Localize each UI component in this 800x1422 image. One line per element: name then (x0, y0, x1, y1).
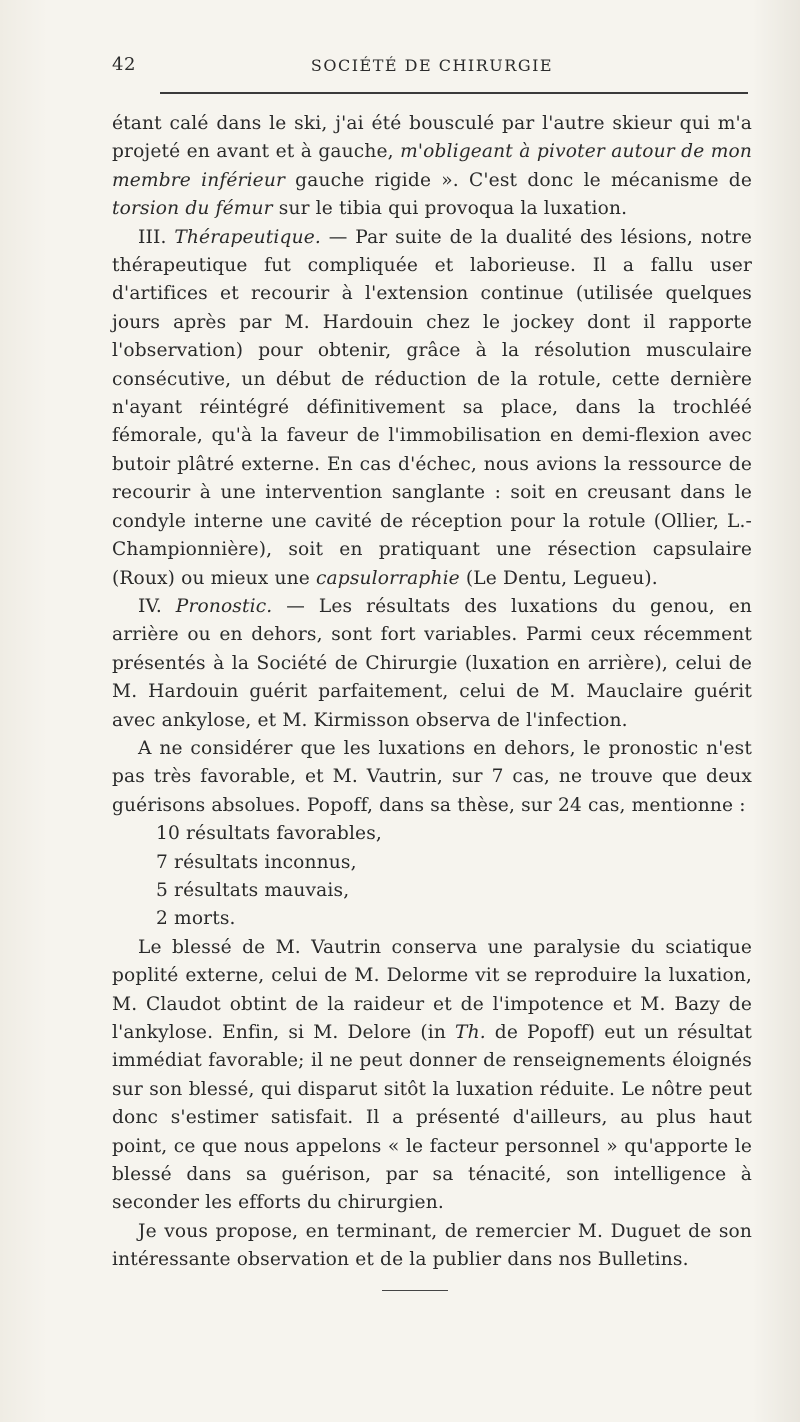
results-list (112, 820, 752, 934)
list-item: 5 résultats mauvais, (156, 879, 350, 901)
list-item: 10 résultats favorables, (156, 823, 382, 845)
text-run: — Les résultats des luxations du genou, en arrière ou en dehors, sont fort variables. Parmi ceux récemment présentés à la Société de Chirurgie (luxation en arrière), celui de M. Hardouin guérit parfaitement, celui de M. Mauclaire guérit avec ankylose, et M. Kirmisson observa de l'infection. (112, 595, 752, 731)
paragraph-pronostic (112, 593, 752, 735)
running-head: SOCIÉTÉ DE CHIRURGIE (310, 56, 554, 75)
body-text (112, 110, 752, 1275)
text-run: de Popoff) eut un résultat immédiat favorable; il ne peut donner de renseignements éloignés sur son blessé, qui disparut sitôt la luxation réduite. Le nôtre peut donc s'estimer satisfait. Il a présenté d'ailleurs, au plus haut point, ce que nous appelons « le facteur personnel » qu'apporte le blessé dans sa guérison, par sa ténacité, son intelligence à seconder les efforts du chirurgien. (112, 1022, 752, 1214)
list-item: 7 résultats inconnus, (156, 851, 357, 873)
text-run: (Le Dentu, Legueu). (459, 567, 658, 589)
section-title: Thérapeutique. (174, 226, 321, 248)
text-run: gauche rigide ». C'est donc le mécanisme de (285, 169, 752, 191)
header-rule (160, 92, 748, 94)
text-run: sur le tibia qui provoqua la luxation. (272, 198, 628, 220)
italic-run: m'obligeant à pivoter autour de mon membre inférieur (112, 141, 752, 191)
italic-run: capsulorraphie (315, 567, 460, 589)
text-run: — Par suite de la dualité des lésions, notre thérapeutique fut compliquée et laborieuse. Il a fallu user d'artifices et recourir à l'extension continue (utilisée quelques jours après par M. Hardouin chez le jockey dont il rapporte l'observation) pour obtenir, grâce à la résolution musculaire consécutive, un début de réduction de la rotule, cette dernière n'ayant réintégré définitivement sa place, dans la trochléé fémorale, qu'à la faveur de l'immobilisation en demi-flexion avec butoir plâtré externe. En cas d'échec, nous avions la ressource de recourir à une intervention sanglante : soit en creusant dans le condyle interne une cavité de réception pour la rotule (Ollier, L.-Championnière), soit en pratiquant une résection capsulaire (Roux) ou mieux une (112, 226, 752, 589)
section-number: IV. (138, 595, 176, 617)
paragraph-conclusion: Je vous propose, en terminant, de remercier M. Duguet de son intéressante observation et de la publier dans nos Bulletins. (112, 1220, 752, 1271)
paragraph-luxations: A ne considérer que les luxations en dehors, le pronostic n'est pas très favorable, et M. Vautrin, sur 7 cas, ne trouve que deux guérisons absolues. Popoff, dans sa thèse, sur 24 cas, mentionne : (112, 737, 752, 816)
text-run: Le blessé de M. Vautrin conserva une paralysie du sciatique poplité externe, celui de M. Delorme vit se reproduire la luxation, M. Claudot obtint de la raideur et de l'impotence et M. Bazy de l'ankylose. Enfin, si M. Delore (in (112, 936, 752, 1043)
section-number: III. (138, 226, 175, 248)
section-title: Pronostic. (175, 595, 273, 617)
italic-run: Th. (455, 1022, 486, 1043)
italic-run: torsion du fémur (112, 198, 273, 220)
text-run: étant calé dans le ski, j'ai été bousculé par l'autre skieur qui m'a projeté en avant et à gauche, (112, 113, 752, 163)
end-rule (382, 1290, 448, 1291)
paragraph-blesse (112, 934, 752, 1218)
paragraph-continuation (112, 110, 752, 224)
page-number: 42 (112, 54, 136, 75)
page-header (112, 54, 752, 84)
paragraph-therapeutique (112, 224, 752, 593)
list-item: 2 morts. (156, 908, 236, 930)
